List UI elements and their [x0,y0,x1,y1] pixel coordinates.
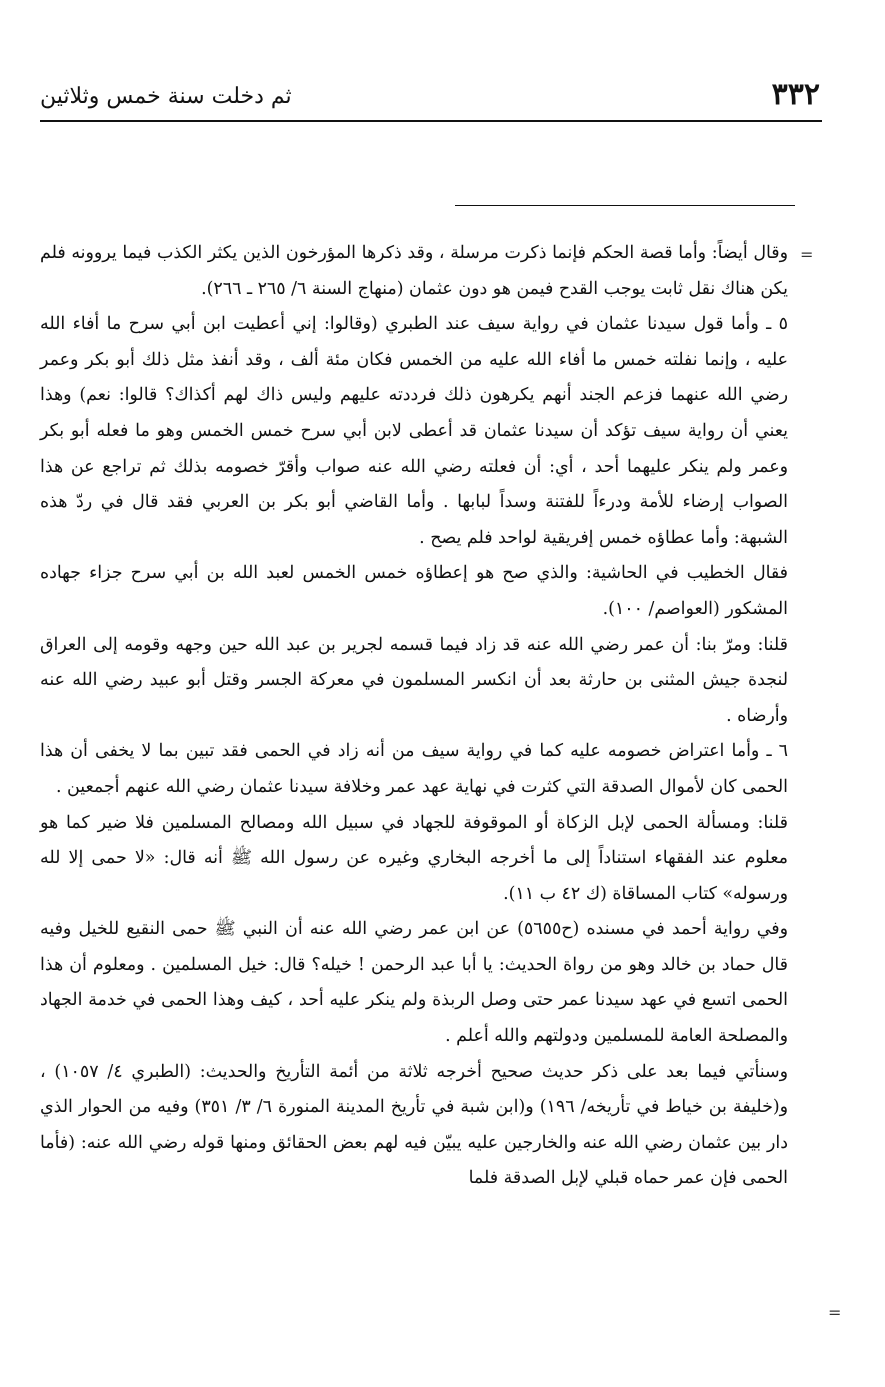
paragraph: قلنا: ومسألة الحمى لإبل الزكاة أو الموقوفة للجهاد في سبيل الله ومصالح المسلمين فلا ضير كما هو معلوم عند الفقهاء استناداً إلى ما أخرجه البخاري وغيره عن رسول الله ﷺ أنه قال: «لا حمى إلا لله ورسوله» كتاب المساقاة (ك ٤٢ ب ١١). [40,812,788,904]
paragraph: ٥ ـ وأما قول سيدنا عثمان في رواية سيف عند الطبري (وقالوا: إني أعطيت ابن أبي سرح ما أفاء الله عليه ، وإنما نفلته خمس ما أفاء الله عليه من الخمس فكان مئة ألف ، وقد أنفذ مثل ذلك أبو بكر وعمر رضي الله عنهما فزعم الجند أنهم يكرهون ذلك فرددته عليهم وليس ذاك لهم أكذاك؟ قالوا: نعم) وهذا يعني أن رواية سيف تؤكد أن سيدنا عثمان قد أعطى لابن أبي سرح خمس الخمس وهو ما فعله أبو بكر وعمر ولم ينكر عليهما أحد ، أي: أن فعلته رضي الله عنه صواب وأقرّ خصومه بذلك ثم تراجع عن هذا الصواب إرضاء للأمة ودرءاً للفتنة وسداً لبابها . وأما القاضي أبو بكر بن العربي فقد قال في ردّ هذه الشبهة: وأما عطاؤه خمس إفريقية لواحد فلم يصح . [40,314,788,548]
footnote-text [40,236,788,1197]
paragraph: وسنأتي فيما بعد على ذكر حديث صحيح أخرجه ثلاثة من أئمة التأريخ والحديث: (الطبري ٤/ ١٠٥٧) ، و(خليفة بن خياط في تأريخه/ ١٩٦) و(ابن شبة في تأريخ المدينة المنورة ٦/ ٣/ ٣٥١) وفيه من الحوار الذي دار بين عثمان رضي الله عنه والخارجين عليه يبيّن فيه لهم بعض الحقائق ومنها قوله رضي الله عنه: (فأما الحمى فإن عمر حماه قبلي لإبل الصدقة فلما [40,1061,789,1189]
running-title: ثم دخلت سنة خمس وثلاثين [40,84,292,109]
continuation-mark-start: = [800,245,814,264]
page-number: ٣٣٢ [771,77,820,112]
page-header [40,78,820,116]
continuation-mark-end: = [828,1303,842,1322]
paragraph: ٦ ـ وأما اعتراض خصومه عليه كما في رواية سيف من أنه زاد في الحمى فقد تبين بما لا يخفى أن هذا الحمى كان لأموال الصدقة التي كثرت في نهاية عهد عمر وخلافة سيدنا عثمان رضي الله عنهم أجمعين . [40,741,788,797]
paragraph: وقال أيضاً: وأما قصة الحكم فإنما ذكرت مرسلة ، وقد ذكرها المؤرخون الذين يكثر الكذب فيما يروونه فلم يكن هناك نقل ثابت يوجب القدح فيمن هو دون عثمان (منهاج السنة ٦/ ٢٦٥ ـ ٢٦٦). [40,243,788,299]
footnote-divider [455,205,795,206]
paragraph: وفي رواية أحمد في مسنده (ح٥٦٥٥) عن ابن عمر رضي الله عنه أن النبي ﷺ حمى النقيع للخيل وفيه قال حماد بن خالد وهو من رواة الحديث: يا أبا عبد الرحمن ! خيله؟ قال: خيل المسلمين . ومعلوم أن هذا الحمى اتسع في عهد سيدنا عمر حتى وصل الربذة ولم ينكر عليه أحد ، كيف وهذا الحمى في خدمة الجهاد والمصلحة العامة للمسلمين ودولتهم والله أعلم . [40,919,788,1047]
paragraph: قلنا: ومرّ بنا: أن عمر رضي الله عنه قد زاد فيما قسمه لجرير بن عبد الله حين وجهه وقومه إلى العراق لنجدة جيش المثنى بن حارثة بعد أن انكسر المسلمون في معركة الجسر وقتل أبو عبيد رضي الله عنه وأرضاه . [40,634,788,726]
header-divider [40,120,822,122]
paragraph: فقال الخطيب في الحاشية: والذي صح هو إعطاؤه خمس الخمس لعبد الله بن أبي سرح جزاء جهاده المشكور (العواصم/ ١٠٠). [40,563,788,619]
